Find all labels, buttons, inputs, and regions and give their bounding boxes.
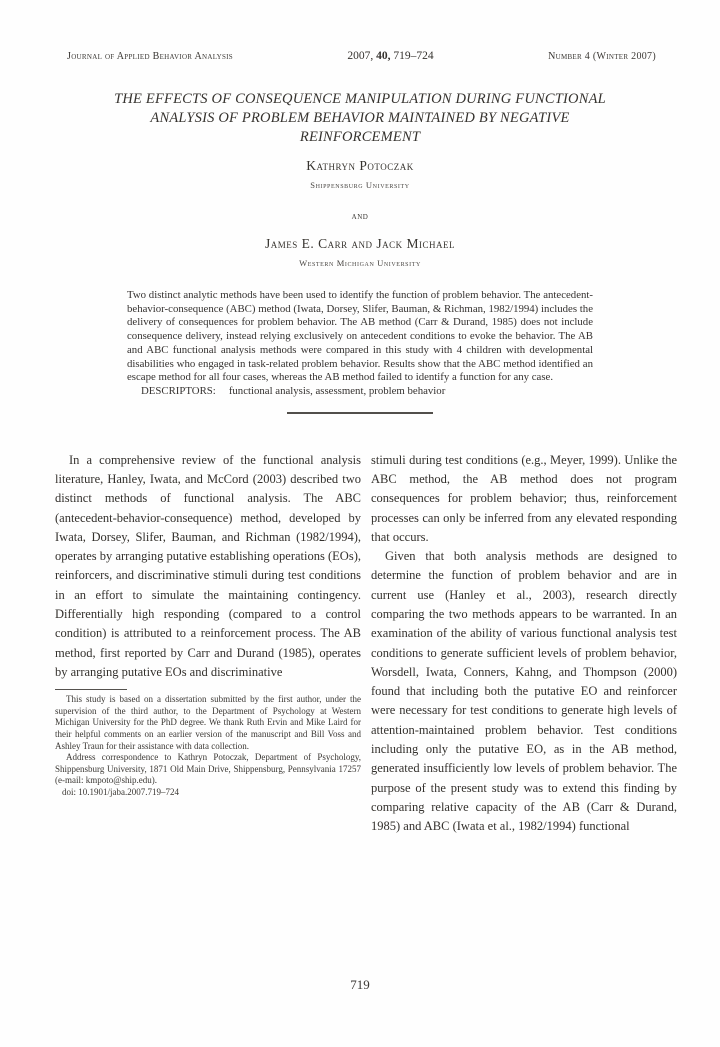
footnote-correspondence: Address correspondence to Kathryn Potoczak, Department of Psychology, Shippensburg University, 1871 Old Main Drive, Shippensburg, Pennsylvania 17257 (e-mail: kmpoto@ship.edu).	[55, 752, 361, 786]
authors-second: James E. Carr and Jack Michael	[264, 236, 456, 251]
descriptors-label: DESCRIPTORS:	[141, 384, 216, 397]
authors-conjunction: and	[351, 211, 369, 222]
article-title: THE EFFECTS OF CONSEQUENCE MANIPULATION DURING FUNCTIONAL ANALYSIS OF PROBLEM BEHAVIOR MAINTAINED BY NEGATIVE REINFORCEMENT	[114, 91, 606, 145]
citation-volume: 40,	[376, 50, 391, 62]
author-first-affiliation: Shippensburg University	[310, 180, 410, 190]
body-paragraph-second: Given that both analysis methods are designed to determine the function of problem behavior and are in current use (Hanley et al., 2003), research directly comparing the two methods appears to be warranted. In an examination of the ability of various functional analysis test conditions to generate sufficient levels of problem behavior, Worsdell, Iwata, Conners, Kahng, and Thompson (2000) found that including both the putative EO and reinforcer were necessary for test conditions to generate high levels of attention-maintained problem behavior. Test conditions including only the putative EO, as in the AB method, generated insufficiently low levels of problem behavior. The purpose of the present study was to extend this finding by comparing relative capacity of the AB (Carr & Durand, 1985) and ABC (Iwata et al., 1982/1994) functional	[371, 549, 677, 834]
body-paragraph-intro: In a comprehensive review of the functional analysis literature, Hanley, Iwata, and McCord (2003) described two distinct methods of functional analysis. The ABC (antecedent-behavior-consequence) method, developed by Iwata, Dorsey, Slifer, Bauman, and Richman (1982/1994), operates by arranging putative establishing operations (EOs), reinforcers, and discriminative stimuli during test conditions in an effort to simulate the maintaining contingency. Differentially high responding (compared to a control condition) is attributed to a reinforcement process. The AB method, first reported by Carr and Durand (1985), operates by arranging putative EOs and discriminative	[55, 452, 361, 679]
page-number: 719	[350, 977, 370, 992]
doi-line: doi: 10.1901/jaba.2007.719–724	[62, 786, 179, 797]
journal-name: Journal of Applied Behavior Analysis	[67, 51, 233, 62]
body-paragraph-continuation: stimuli during test conditions (e.g., Meyer, 1999). Unlike the ABC method, the AB method does not program consequences for problem behavior; thus, reinforcement processes can only be inferred from any elevated responding that occurs.	[371, 452, 677, 544]
article-body	[0, 414, 720, 837]
abstract-text: Two distinct analytic methods have been used to identify the function of problem behavior. The antecedent-behavior-consequence (ABC) method (Iwata, Dorsey, Slifer, Bauman, & Richman, 1982/1994) includes the delivery of consequences for problem behavior. The AB method (Carr & Durand, 1985) does not include consequence delivery, instead relying exclusively on antecedent conditions to evoke the behavior. The AB and ABC functional analysis methods were compared in this study with 4 children with developmental disabilities who engaged in task-related problem behavior. Results show that the ABC method identified an escape method for all four cases, whereas the AB method failed to identify a function for any case.	[127, 289, 593, 384]
issue-info: Number 4 (Winter 2007)	[548, 51, 656, 62]
journal-masthead	[0, 0, 720, 63]
abstract-block	[127, 289, 593, 399]
citation-pages: 719–724	[390, 50, 434, 62]
body-column-left	[55, 451, 361, 837]
author-first: Kathryn Potoczak	[306, 158, 414, 173]
descriptors-line	[127, 385, 593, 399]
footnote-acknowledgments: This study is based on a dissertation submitted by the first author, under the supervision of the third author, to the Department of Psychology at Western Michigan University for the PhD degree. We thank Ruth Ervin and Mike Laird for their helpful comments on an earlier version of the manuscript and Bill Voss and Ashley Traun for their assistance with data collection.	[55, 694, 361, 751]
volume-citation	[347, 50, 433, 63]
footnote-divider	[55, 689, 127, 690]
citation-year: 2007,	[347, 50, 377, 62]
author-second-affiliation: Western Michigan University	[299, 258, 421, 268]
descriptors-text: functional analysis, assessment, problem behavior	[228, 384, 446, 397]
footnote-block	[55, 689, 361, 798]
body-column-right	[371, 451, 677, 837]
authors-block	[0, 158, 720, 268]
